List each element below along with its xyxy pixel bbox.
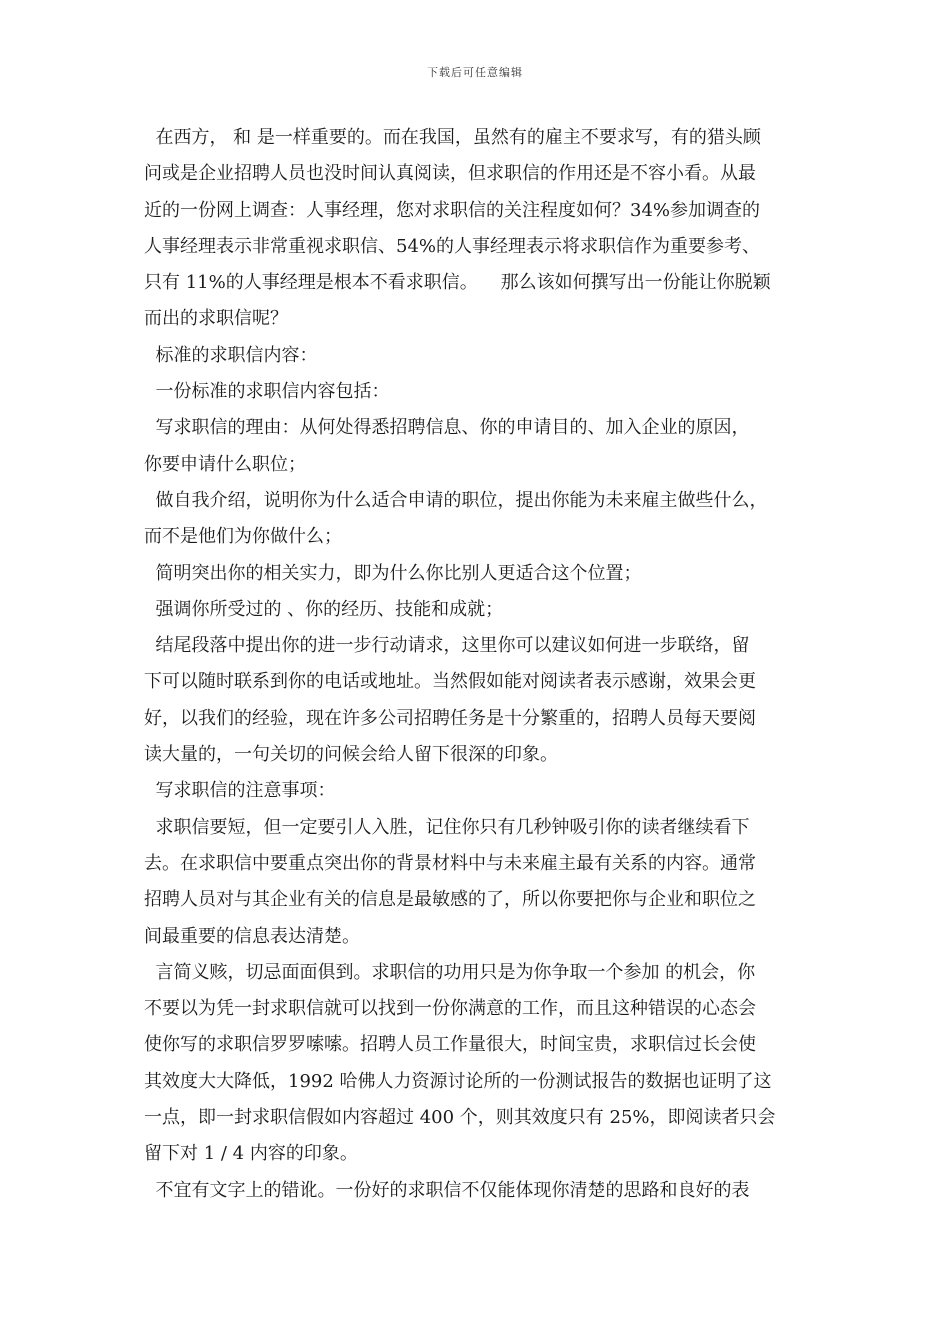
text-line: 下可以随时联系到你的电话或地址。当然假如能对阅读者表示感谢，效果会更 xyxy=(144,671,756,693)
text-line: 写求职信的理由：从何处得悉招聘信息、你的申请目的、加入企业的原因， xyxy=(144,417,750,439)
text-line: 去。在求职信中要重点突出你的背景材料中与未来雇主最有关系的内容。通常 xyxy=(144,852,756,874)
text-line: 而出的求职信呢？ xyxy=(144,308,288,330)
text-line: 读大量的，一句关切的问候会给人留下很深的印象。 xyxy=(144,744,558,766)
text-line: 求职信要短，但一定要引人入胜，记住你只有几秒钟吸引你的读者继续看下 xyxy=(144,816,750,838)
text-line: 使你写的求职信罗罗嗦嗦。招聘人员工作量很大，时间宝贵，求职信过长会使 xyxy=(144,1034,756,1056)
text-line: 好，以我们的经验，现在许多公司招聘任务是十分繁重的，招聘人员每天要阅 xyxy=(144,707,756,729)
text-line: 你要申请什么职位； xyxy=(144,453,306,475)
text-line: 近的一份网上调查：人事经理，您对求职信的关注程度如何？34%参加调查的 xyxy=(144,199,761,221)
text-line: 写求职信的注意事项： xyxy=(144,780,336,802)
document-body xyxy=(144,120,816,1209)
text-line: 标准的求职信内容： xyxy=(144,344,318,366)
text-line: 一点，即一封求职信假如内容超过 400 个，则其效度只有 25%，即阅读者只会 xyxy=(144,1107,776,1129)
text-line: 不宜有文字上的错讹。一份好的求职信不仅能体现你清楚的思路和良好的表 xyxy=(144,1179,750,1201)
text-line: 结尾段落中提出你的进一步行动请求，这里你可以建议如何进一步联络，留 xyxy=(144,635,750,657)
page-header: 下载后可任意编辑 xyxy=(427,66,523,79)
text-line: 招聘人员对与其企业有关的信息是最敏感的了，所以你要把你与企业和职位之 xyxy=(144,889,756,911)
text-line: 人事经理表示非常重视求职信、54%的人事经理表示将求职信作为重要参考、 xyxy=(144,235,761,257)
text-line: 间最重要的信息表达清楚。 xyxy=(144,925,360,947)
text-line: 而不是他们为你做什么； xyxy=(144,526,342,548)
text-line: 不要以为凭一封求职信就可以找到一份你满意的工作，而且这种错误的心态会 xyxy=(144,998,756,1020)
text-line: 简明突出你的相关实力，即为什么你比别人更适合这个位置； xyxy=(144,562,642,584)
text-line: 问或是企业招聘人员也没时间认真阅读，但求职信的作用还是不容小看。从最 xyxy=(144,163,756,185)
text-line: 其效度大大降低，1992 哈佛人力资源讨论所的一份测试报告的数据也证明了这 xyxy=(144,1070,772,1092)
text-line: 留下对 1 / 4 内容的印象。 xyxy=(144,1143,358,1165)
text-line: 在西方， 和 是一样重要的。而在我国，虽然有的雇主不要求写，有的猎头顾 xyxy=(144,127,761,148)
text-line: 言简义赅，切忌面面俱到。求职信的功用只是为你争取一个参加 的机会，你 xyxy=(144,961,756,983)
text-line: 强调你所受过的 、你的经历、技能和成就； xyxy=(144,598,504,620)
text-line: 一份标准的求职信内容包括： xyxy=(144,381,390,403)
text-line: 做自我介绍，说明你为什么适合申请的职位，提出你能为未来雇主做些什么， xyxy=(144,489,768,511)
text-line: 只有 11%的人事经理是根本不看求职信。 那么该如何撰写出一份能让你脱颖 xyxy=(144,272,771,294)
